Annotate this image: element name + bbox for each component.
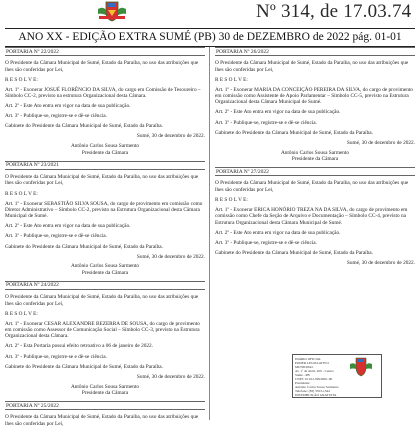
portaria-header: PORTARIA Nº 27/2022 [215, 167, 415, 176]
article-1: Art. 1º - Exonerar JOSUÉ FLORÊNCIO DA SILVA, do cargo em Comissão de Tesoureiro – Símbolo CC-2, previsto na estrutura Organizacional desta Câmara. [5, 86, 201, 100]
portaria-26 [215, 47, 415, 162]
article-1: Art. 1º - Exonerar ERICA HONÓRIO TREZA NA DA SILVA, do cargo de provimento em comissão como Chefe da Seção de Arquivo e Documentação – Símbolo CC-4, previsto na Estrutura Organizacional desta Câmara Municipal de Sumé. [215, 206, 408, 226]
edition-bar: ANO XX - EDIÇÃO EXTRA SUMÉ (PB) 30 de DEZEMBRO de 2022 pág. 01-01 [5, 28, 415, 47]
signer-role: Presidente da Câmara [81, 149, 129, 156]
info-line: Av. 1º de Abril, 200 - Centro [295, 369, 334, 373]
preamble: O Presidente da Câmara Municipal de Sumé, Estado da Paraíba, no uso das atribuições que lhes são conferidas por Lei, [215, 60, 409, 73]
article-2: Art. 2º - Este Ato entra em vigor na data de sua publicação. [5, 103, 131, 110]
signer-name: Antônio Carlos Sousa Sarmento [70, 263, 140, 270]
cabinet-line: Gabinete do Presidente da Câmara Municipal de Sumé, Estado da Paraíba. [5, 363, 163, 370]
info-line: Antônio Carlos Sousa Sarmento [295, 385, 339, 389]
portaria-header: PORTARIA Nº 22/2022 [5, 47, 205, 56]
info-line: PODER LEGISLATIVO MUNICIPAL [295, 361, 329, 369]
cabinet-line: Gabinete do Presidente da Câmara Municipal de Sumé, Estado da Paraíba. [215, 249, 373, 256]
municipal-crest-icon [95, 0, 129, 22]
article-1: Art. 1º - Exonerar MARIA DA CONCEIÇÃO PEREIRA DA SILVA, do cargo de provimento em comissão como Assistente de Apoio Parlamentar – Símbolo CC-5, previsto na Estrutura Organizacional desta Câmara Municipal de Sumé. [215, 86, 413, 106]
cabinet-line: Gabinete do Presidente da Câmara Municipal de Sumé, Estado da Paraíba. [215, 129, 373, 136]
issue-date: Sumé, 30 de dezembro de 2022. [136, 373, 205, 380]
resolve-heading: R E S O L V E: [5, 310, 38, 317]
article-2: Art. 2º - Este Ato entra em vigor na data de sua publicação. [215, 109, 341, 116]
issue-date: Sumé, 30 de dezembro de 2022. [136, 133, 205, 140]
signer-name: Antônio Carlos Sousa Sarmento [280, 149, 350, 156]
masthead [0, 0, 420, 25]
preamble: O Presidente da Câmara Municipal de Sumé, Estado da Paraíba, no uso das atribuições que lhes são conferidas por Lei, [5, 60, 199, 73]
portaria-header: PORTARIA Nº 24/2022 [5, 281, 205, 290]
article-3: Art. 3º - Publique-se, registre-se e dê-se ciência. [215, 239, 317, 246]
info-line: Sumé - PB [295, 373, 310, 377]
resolve-heading: R E S O L V E: [215, 76, 248, 83]
article-2: Art. 2º - Esta Portaria possui efeito retroativo a 06 de janeiro de 2022. [5, 343, 153, 350]
info-line: DIÁRIO OFICIAL [295, 357, 322, 361]
signer-name: Antônio Carlos Sousa Sarmento [70, 383, 140, 390]
preamble: O Presidente da Câmara Municipal de Sumé, Estado da Paraíba, no uso das atribuições que lhes são conferidas por Lei, [5, 174, 199, 187]
portaria-23 [5, 161, 205, 276]
article-2: Art. 2º - Este Ato entra em vigor na data de sua publicação. [215, 229, 341, 236]
resolve-heading: R E S O L V E: [215, 196, 248, 203]
article-3: Art. 3º - Publique-se, registre-se e dê-se ciência. [5, 113, 107, 120]
column-divider [209, 47, 210, 420]
registration-number: Nº 314, de 17.03.74 [256, 1, 412, 22]
info-line: CNPJ: 01.612.599/0001-00 [295, 377, 333, 381]
portaria-header: PORTARIA Nº 26/2022 [215, 47, 415, 56]
info-line: DISTRIBUIÇÃO GRATUITA [295, 393, 337, 397]
portaria-25 [5, 401, 205, 427]
article-3: Art. 3º - Publique-se, registre-se e dê-se ciência. [5, 353, 107, 360]
issue-date: Sumé, 30 de dezembro de 2022. [346, 259, 415, 266]
article-1: Art. 1º - Exonerar SEBASTIÃO SILVA SOUSA, do cargo de provimento em comissão como Diretor Administrativo – Símbolo CC-2, previsto na Estrutura Organizacional desta Câmara Municipal de Sumé. [5, 200, 203, 220]
preamble: O Presidente da Câmara Municipal de Sumé, Estado da Paraíba, no uso das atribuições que lhes são conferidas por Lei, [215, 180, 409, 193]
left-column [5, 47, 205, 431]
article-3: Art. 3º - Publique-se, registre-se e dê-se ciência. [5, 233, 107, 240]
issue-date: Sumé, 30 de dezembro de 2022. [346, 139, 415, 146]
signer-role: Presidente da Câmara [81, 389, 129, 396]
portaria-22 [5, 47, 205, 156]
resolve-heading: R E S O L V E: [5, 190, 38, 197]
preamble: O Presidente da Câmara Municipal de Sumé, Estado da Paraíba, no uso das atribuições que lhes são conferidas por Lei, [5, 294, 199, 307]
portaria-24 [5, 281, 205, 396]
municipal-crest-small-icon [348, 356, 374, 378]
portaria-header: PORTARIA Nº 23/2021 [5, 161, 205, 170]
signer-role: Presidente da Câmara [291, 155, 339, 162]
right-column [215, 47, 415, 270]
portaria-header: PORTARIA Nº 25/2022 [5, 401, 205, 410]
info-line: Telefone: (83) 3353-1344 [295, 389, 330, 393]
article-3: Art. 3º - Publique-se, registre-se e dê-se ciência. [215, 119, 317, 126]
article-1: Art. 1º - Exonerar CESAR ALEXANDRE BEZERRA DE SOUSA, do cargo de provimento em comissão como Assessor de Comunicação Social – Símbolo CC-3, previsto na Estrutura Organizacional desta Câmara. [5, 320, 200, 340]
portaria-27 [215, 167, 415, 266]
article-2: Art. 2º - Este Ato entra em vigor na data de sua publicação. [5, 223, 131, 230]
resolve-heading: R E S O L V E: [5, 76, 38, 83]
cabinet-line: Gabinete do Presidente da Câmara Municipal de Sumé, Estado da Paraíba. [5, 243, 163, 250]
signer-role: Presidente da Câmara [81, 269, 129, 276]
preamble: O Presidente da Câmara Municipal de Sumé, Estado da Paraíba, no uso das atribuições que lhes são conferidas por Lei, [5, 414, 199, 427]
cabinet-line: Gabinete do Presidente da Câmara Municipal de Sumé, Estado da Paraíba. [5, 123, 163, 130]
issue-date: Sumé, 30 de dezembro de 2022. [136, 253, 205, 260]
info-line: Presidente: [295, 381, 311, 385]
signer-name: Antônio Carlos Sousa Sarmento [70, 143, 140, 150]
